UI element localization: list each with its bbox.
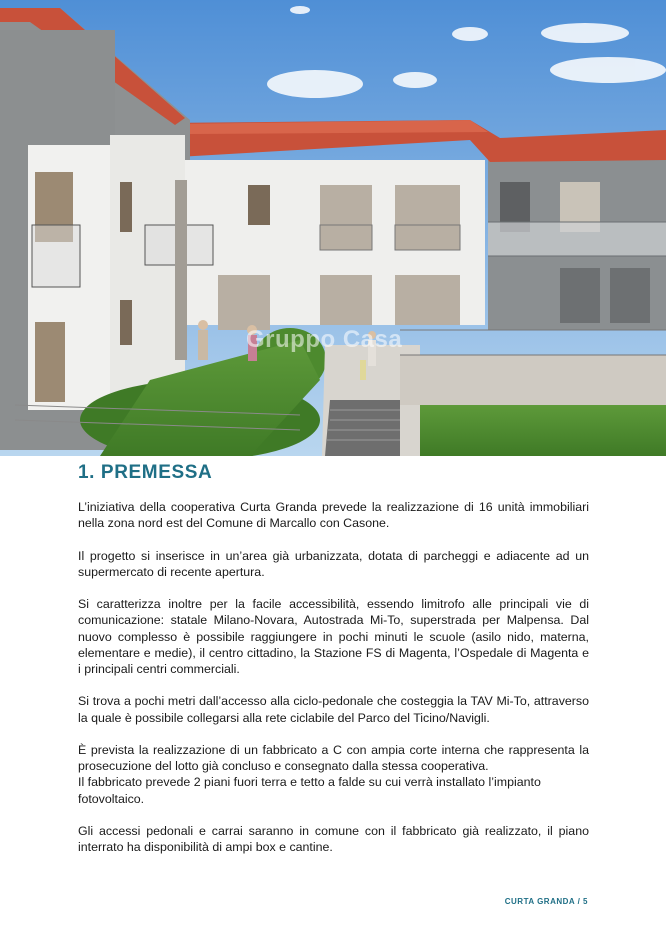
body-text <box>78 499 589 872</box>
page-footer: CURTA GRANDA / 5 <box>504 897 588 906</box>
paragraph: Si caratterizza inoltre per la facile accessibilità, essendo limitrofo alle principali vie di comunicazione: statale Milano-Novara, Autostrada Mi-To, superstrada per Malpensa. Dal nuovo complesso è possibile raggiungere in pochi minuti le scuole (asilo nido, materna, elementare e medie), il centro cittadino, la Stazione FS di Magenta, l’Ospedale di Magenta e i principali centri commerciali. <box>78 597 589 676</box>
paragraph: Gli accessi pedonali e carrai saranno in comune con il fabbricato già realizzato, il piano interrato ha disponibilità di ampi box e cantine. <box>78 823 589 855</box>
building-rendering <box>0 0 666 456</box>
paragraph: Si trova a pochi metri dall’accesso alla ciclo-pedonale che costeggia la TAV Mi-To, attraverso la quale è possibile collegarsi alla rete ciclabile del Parco del Ticino/Navigli. <box>78 694 589 725</box>
watermark-text: Gruppo Casa <box>246 326 403 353</box>
paragraph: Il fabbricato prevede 2 piani fuori terra e tetto a falde su cui verrà installato l’impianto fotovoltaico. <box>78 775 541 806</box>
paragraph: È prevista la realizzazione di un fabbricato a C con ampia corte interna che rappresenta la prosecuzione del lotto già concluso e consegnato dalla stessa cooperativa. <box>78 742 589 774</box>
paragraph: L’iniziativa della cooperativa Curta Granda prevede la realizzazione di 16 unità immobiliari nella zona nord est del Comune di Marcallo con Casone. <box>78 500 589 531</box>
paragraph: Il progetto si inserisce in un’area già urbanizzata, dotata di parcheggi e adiacente ad un supermercato di recente apertura. <box>78 548 589 579</box>
hero-image <box>0 0 666 456</box>
section-title: 1. PREMESSA <box>78 462 213 483</box>
